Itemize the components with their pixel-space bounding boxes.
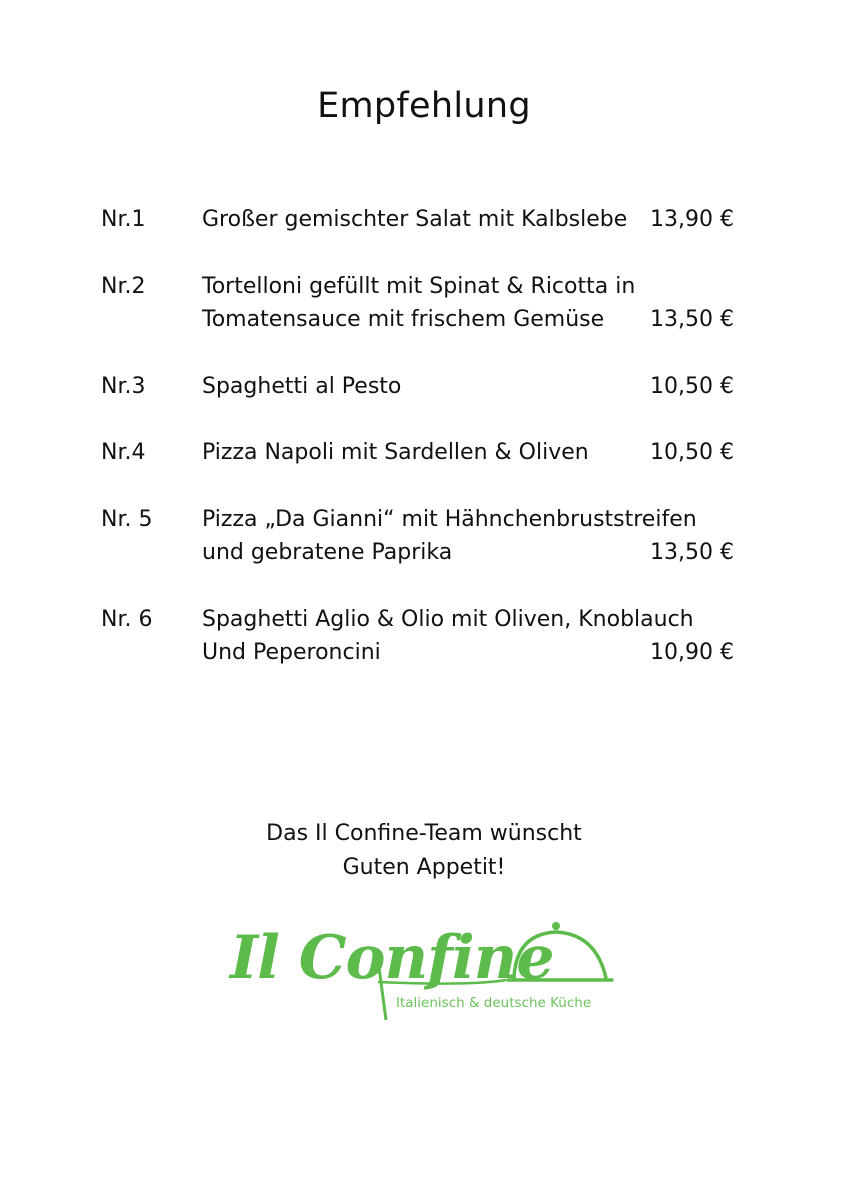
item-description-line: Und Peperoncini bbox=[202, 640, 381, 665]
item-description-line: Tomatensauce mit frischem Gemüse bbox=[202, 307, 605, 332]
item-price: 13,90 € bbox=[650, 207, 734, 232]
item-description-line: Spaghetti Aglio & Olio mit Oliven, Knoblauch bbox=[202, 607, 694, 632]
item-number: Nr.2 bbox=[101, 274, 146, 299]
item-description bbox=[202, 203, 722, 236]
logo-wordmark: Il Confine bbox=[230, 923, 554, 993]
logo-tagline: Italienisch & deutsche Küche bbox=[396, 995, 592, 1011]
item-number: Nr. 6 bbox=[101, 607, 153, 632]
item-price: 10,90 € bbox=[650, 640, 734, 665]
item-description-line: Großer gemischter Salat mit Kalbslebe bbox=[202, 207, 628, 232]
item-description bbox=[202, 370, 722, 403]
item-description-line: und gebratene Paprika bbox=[202, 540, 453, 565]
item-number: Nr.4 bbox=[101, 440, 146, 465]
item-description bbox=[202, 436, 722, 469]
closing-message bbox=[0, 817, 848, 885]
item-description bbox=[202, 270, 722, 336]
page-title: Empfehlung bbox=[317, 86, 531, 126]
item-description bbox=[202, 503, 722, 569]
item-description-line: Tortelloni gefüllt mit Spinat & Ricotta in bbox=[202, 274, 636, 299]
item-price: 13,50 € bbox=[650, 540, 734, 565]
item-description-line: Pizza Napoli mit Sardellen & Oliven bbox=[202, 440, 589, 465]
item-number: Nr.1 bbox=[101, 207, 146, 232]
item-description bbox=[202, 603, 722, 669]
closing-line-2: Guten Appetit! bbox=[342, 855, 506, 880]
item-price: 10,50 € bbox=[650, 440, 734, 465]
item-price: 13,50 € bbox=[650, 307, 734, 332]
item-number: Nr.3 bbox=[101, 374, 146, 399]
il-confine-logo bbox=[228, 910, 628, 1030]
item-description-line: Pizza „Da Gianni“ mit Hähnchenbruststreifen bbox=[202, 507, 697, 532]
item-description-line: Spaghetti al Pesto bbox=[202, 374, 402, 399]
closing-line-1: Das Il Confine-Team wünscht bbox=[266, 821, 582, 846]
item-number: Nr. 5 bbox=[101, 507, 153, 532]
item-price: 10,50 € bbox=[650, 374, 734, 399]
